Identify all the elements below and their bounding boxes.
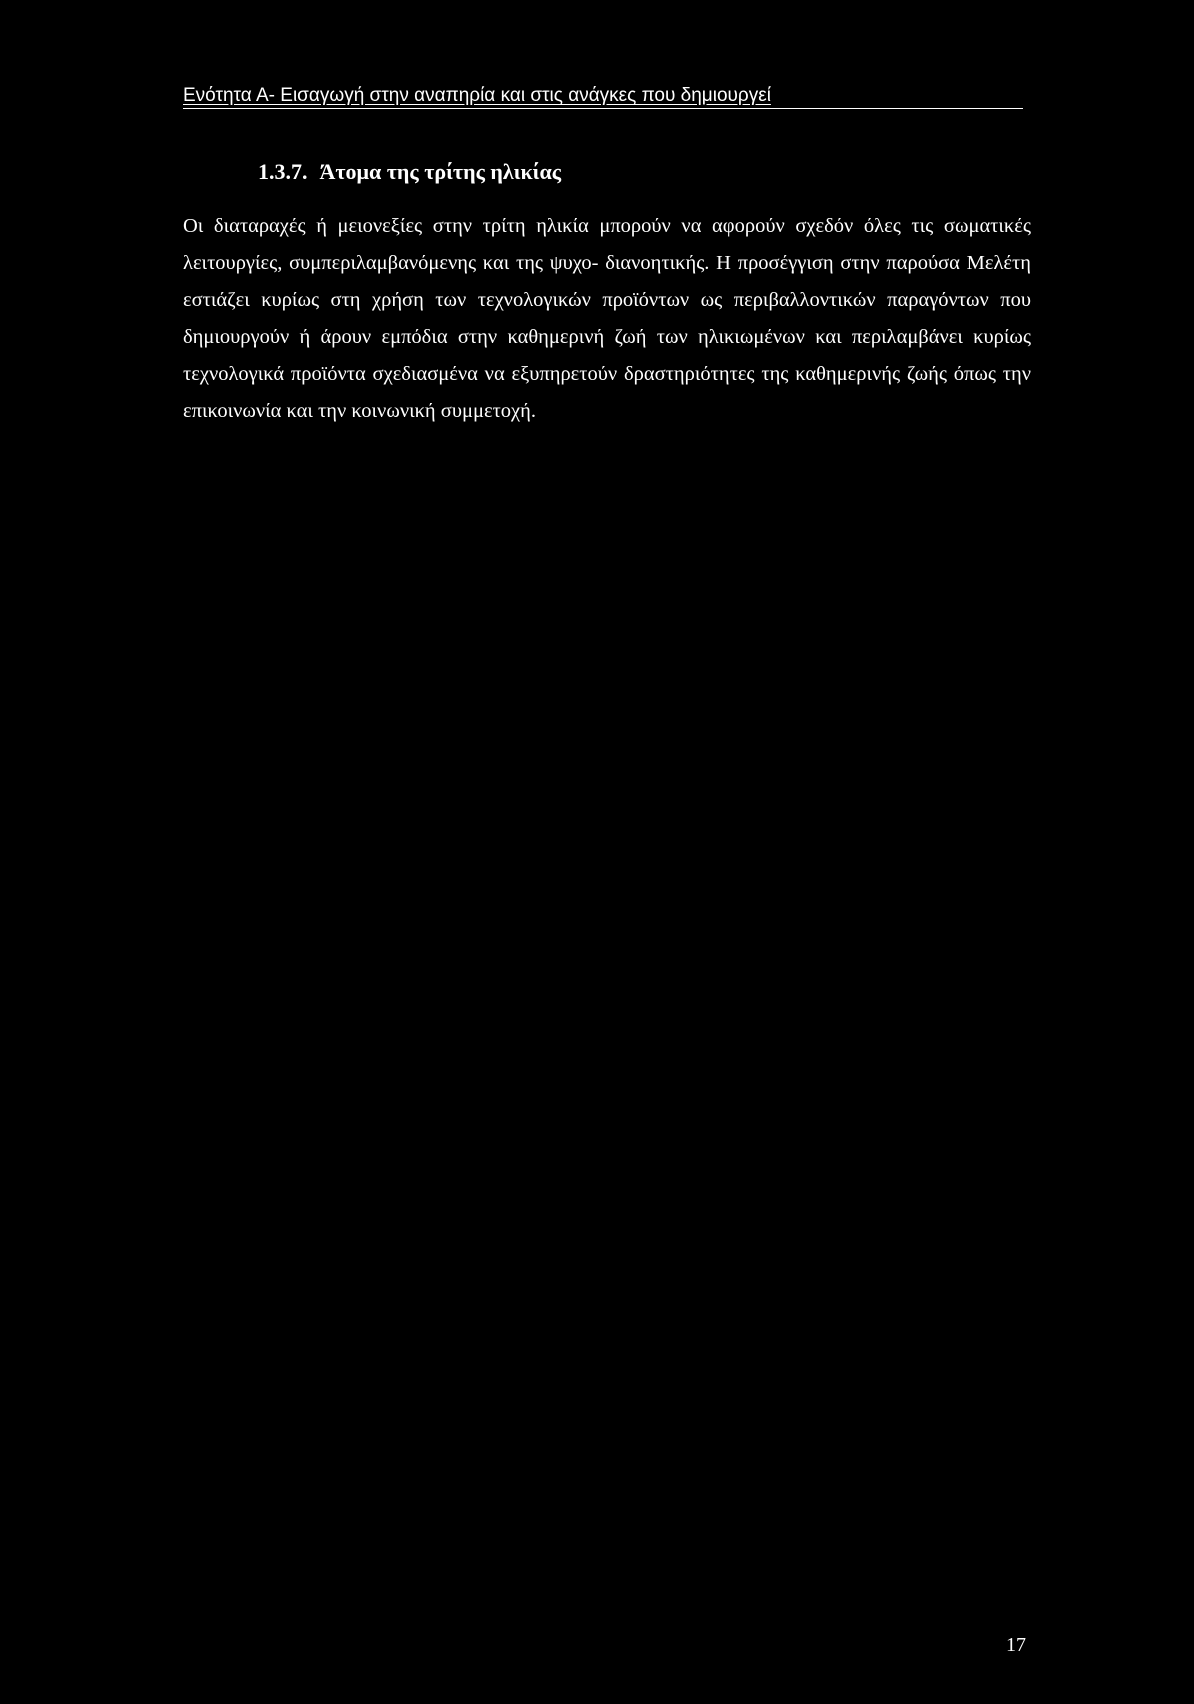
running-header: Ενότητα Α- Εισαγωγή στην αναπηρία και στις ανάγκες που δημιουργεί (183, 84, 1023, 109)
body-paragraph: Οι διαταραχές ή μειονεξίες στην τρίτη ηλικία μπορούν να αφορούν σχεδόν όλες τις σωματικές λειτουργίες, συμπεριλαμβανόμενης και της ψυχο- διανοητικής. Η προσέγγιση στην παρούσα Μελέτη εστιάζει κυρίως στη χρήση των τεχνολογικών προϊόντων ως περιβαλλοντικών παραγόντων που δημιουργούν ή άρουν εμπόδια στην καθημερινή ζωή των ηλικιωμένων και περιλαμβάνει κυρίως τεχνολογικά προϊόντα σχεδιασμένα να εξυπηρετούν δραστηριότητες της καθημερινής ζωής όπως την επικοινωνία και την κοινωνική συμμετοχή. (183, 215, 1031, 422)
section-heading (258, 157, 561, 187)
section-number: 1.3.7. (258, 159, 308, 184)
page-number: 17 (1006, 1634, 1026, 1656)
section-title: Άτομα της τρίτης ηλικίας (319, 159, 562, 184)
